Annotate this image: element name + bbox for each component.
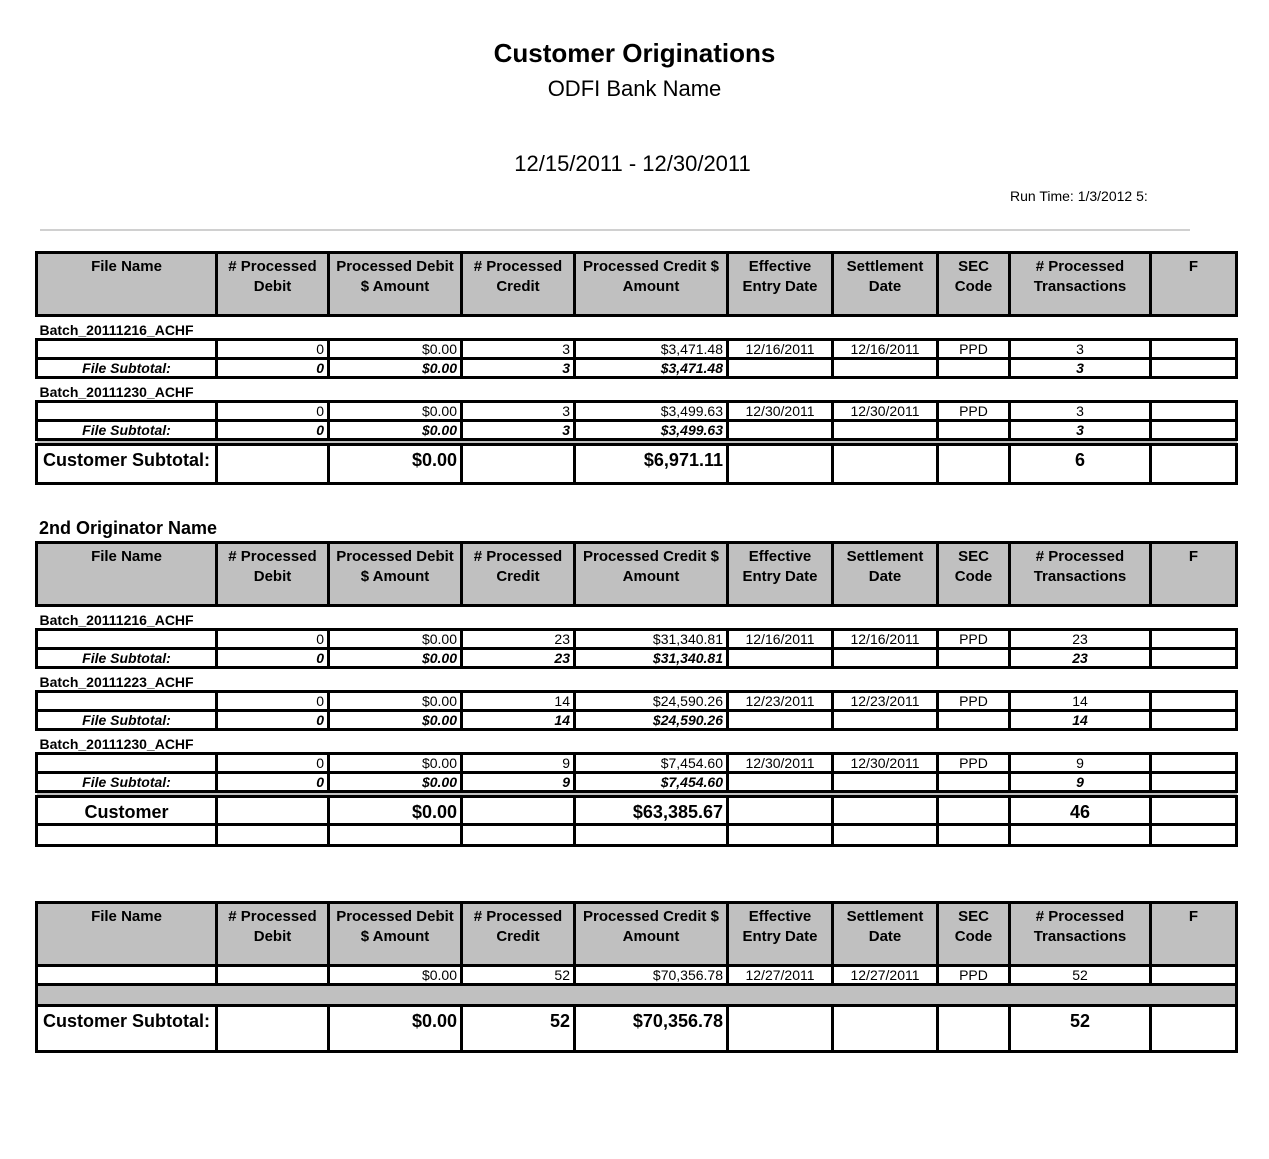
header-row (37, 253, 1237, 316)
cell (833, 359, 938, 378)
cell: 0 (217, 692, 329, 711)
cell: 0 (217, 340, 329, 359)
cell (938, 359, 1010, 378)
date-range: 12/15/2011 - 12/30/2011 (514, 151, 751, 176)
cell: 12/27/2011 (728, 966, 833, 985)
cell: 3 (1010, 340, 1151, 359)
col-header: File Name (37, 903, 217, 966)
cell: 52 (462, 1006, 575, 1052)
cell: 0 (217, 711, 329, 730)
cell: 14 (462, 692, 575, 711)
col-header: Processed Debit $ Amount (329, 903, 462, 966)
col-header: Processed Debit $ Amount (329, 253, 462, 316)
cell: 12/16/2011 (833, 340, 938, 359)
cell: 23 (462, 649, 575, 668)
cell: 52 (1010, 966, 1151, 985)
table-row (37, 340, 1237, 359)
cell (37, 754, 217, 773)
cell: 9 (1010, 773, 1151, 792)
col-header: # Processed Debit (217, 903, 329, 966)
cell: 9 (1010, 754, 1151, 773)
col-header: # Processed Credit (462, 903, 575, 966)
cell: $0.00 (329, 359, 462, 378)
header-divider (40, 229, 1190, 231)
cell: $70,356.78 (575, 1006, 728, 1052)
batch-name: Batch_20111216_ACHF (37, 606, 1237, 630)
section-1 (35, 251, 1235, 485)
col-header: Effective Entry Date (728, 543, 833, 606)
cell: File Subtotal: (37, 359, 217, 378)
cell (938, 1006, 1010, 1052)
col-header: # Processed Debit (217, 253, 329, 316)
cell (1151, 359, 1237, 378)
cell (833, 421, 938, 440)
cell: File Subtotal: (37, 421, 217, 440)
col-header: # Processed Credit (462, 253, 575, 316)
batch-name-row (37, 668, 1237, 692)
cell: $0.00 (329, 649, 462, 668)
cell (833, 797, 938, 825)
header-row (37, 543, 1237, 606)
cell (728, 421, 833, 440)
cell (1151, 711, 1237, 730)
cell: 12/30/2011 (833, 754, 938, 773)
cell: 0 (217, 359, 329, 378)
batch-name-row (37, 730, 1237, 754)
cell: 12/16/2011 (728, 340, 833, 359)
cell: 9 (462, 754, 575, 773)
cell: $31,340.81 (575, 630, 728, 649)
cell: 23 (462, 630, 575, 649)
cell: 52 (462, 966, 575, 985)
cell (217, 445, 329, 484)
batch-name: Batch_20111230_ACHF (37, 730, 1237, 754)
cell: $6,971.11 (575, 445, 728, 484)
cell (217, 797, 329, 825)
batch-name: Batch_20111223_ACHF (37, 668, 1237, 692)
cell: PPD (938, 966, 1010, 985)
file-subtotal-row (37, 359, 1237, 378)
table-row (37, 402, 1237, 421)
cell: $70,356.78 (575, 966, 728, 985)
cell: 3 (1010, 421, 1151, 440)
col-header: F (1151, 903, 1237, 966)
cell (1151, 966, 1237, 985)
cell: File Subtotal: (37, 711, 217, 730)
header-row (37, 903, 1237, 966)
cell: PPD (938, 402, 1010, 421)
cell: 12/30/2011 (833, 402, 938, 421)
cell: $0.00 (329, 421, 462, 440)
cell: File Subtotal: (37, 649, 217, 668)
cell: 0 (217, 630, 329, 649)
cell (938, 797, 1010, 825)
cell: $63,385.67 (575, 797, 728, 825)
cell: 12/30/2011 (728, 754, 833, 773)
cell (1151, 773, 1237, 792)
cell (833, 1006, 938, 1052)
cell: $3,471.48 (575, 340, 728, 359)
cell: PPD (938, 630, 1010, 649)
cell: 6 (1010, 445, 1151, 484)
cell (462, 445, 575, 484)
originations-table-3 (35, 901, 1238, 1053)
cell: 9 (462, 773, 575, 792)
cell: 12/27/2011 (833, 966, 938, 985)
customer-subtotal-row (37, 1006, 1237, 1052)
batch-name: Batch_20111216_ACHF (37, 316, 1237, 340)
section-2 (35, 541, 1235, 847)
cell: PPD (938, 340, 1010, 359)
cell (1151, 649, 1237, 668)
batch-name: Batch_20111230_ACHF (37, 378, 1237, 402)
col-header: F (1151, 543, 1237, 606)
section-3 (35, 901, 1235, 1053)
cell (1151, 340, 1237, 359)
customer-subtotal-row (37, 797, 1237, 825)
cell (728, 1006, 833, 1052)
cell (728, 773, 833, 792)
cell: $7,454.60 (575, 773, 728, 792)
cell: $24,590.26 (575, 692, 728, 711)
cell (1151, 630, 1237, 649)
col-header: File Name (37, 543, 217, 606)
cell: $0.00 (329, 340, 462, 359)
cell (938, 711, 1010, 730)
cell (37, 630, 217, 649)
cell (938, 445, 1010, 484)
col-header: Settlement Date (833, 903, 938, 966)
cell (1151, 402, 1237, 421)
col-header: Settlement Date (833, 543, 938, 606)
cell: $0.00 (329, 773, 462, 792)
cell (1151, 445, 1237, 484)
col-header: # Processed Transactions (1010, 903, 1151, 966)
cell: $7,454.60 (575, 754, 728, 773)
cell: 3 (1010, 359, 1151, 378)
col-header: SEC Code (938, 253, 1010, 316)
originator-name: 2nd Originator Name (39, 518, 218, 538)
cell: Customer Subtotal: (37, 445, 217, 484)
col-header: Processed Credit $ Amount (575, 253, 728, 316)
col-header: F (1151, 253, 1237, 316)
cell: File Subtotal: (37, 773, 217, 792)
cell (938, 649, 1010, 668)
customer-subtotal-row (37, 445, 1237, 484)
col-header: SEC Code (938, 903, 1010, 966)
table-row (37, 630, 1237, 649)
cell: $0.00 (329, 630, 462, 649)
table-row (37, 692, 1237, 711)
cell (462, 797, 575, 825)
table-row (37, 966, 1237, 985)
cell: 3 (462, 402, 575, 421)
originations-table-1 (35, 251, 1238, 485)
file-subtotal-row (37, 649, 1237, 668)
cell: $3,499.63 (575, 421, 728, 440)
cell: 14 (462, 711, 575, 730)
cell (37, 692, 217, 711)
cell (1151, 1006, 1237, 1052)
batch-name-row (37, 606, 1237, 630)
cell: 46 (1010, 797, 1151, 825)
cell (1151, 754, 1237, 773)
cell: 12/16/2011 (728, 630, 833, 649)
col-header: Processed Debit $ Amount (329, 543, 462, 606)
cell (728, 445, 833, 484)
originations-table-2 (35, 541, 1238, 847)
batch-name-row (37, 378, 1237, 402)
cell: $0.00 (329, 711, 462, 730)
cell: 0 (217, 402, 329, 421)
cell (1151, 692, 1237, 711)
col-header: Effective Entry Date (728, 253, 833, 316)
cell: $0.00 (329, 966, 462, 985)
cell (37, 340, 217, 359)
cell (728, 797, 833, 825)
cell (833, 649, 938, 668)
cell: $3,499.63 (575, 402, 728, 421)
cell: 14 (1010, 692, 1151, 711)
cell (1151, 421, 1237, 440)
cell: 14 (1010, 711, 1151, 730)
cell (833, 773, 938, 792)
cell: $0.00 (329, 445, 462, 484)
cell: 3 (1010, 402, 1151, 421)
cell (217, 1006, 329, 1052)
table-row (37, 754, 1237, 773)
col-header: File Name (37, 253, 217, 316)
report-subtitle: ODFI Bank Name (547, 76, 722, 101)
cell: $3,471.48 (575, 359, 728, 378)
cell: 52 (1010, 1006, 1151, 1052)
cell: 0 (217, 649, 329, 668)
cell: $24,590.26 (575, 711, 728, 730)
cell: 3 (462, 359, 575, 378)
cell: 3 (462, 421, 575, 440)
cell: Customer (37, 797, 217, 825)
cell: 12/23/2011 (728, 692, 833, 711)
cell (37, 966, 217, 985)
cell: 12/30/2011 (728, 402, 833, 421)
cell (1151, 797, 1237, 825)
cell: PPD (938, 754, 1010, 773)
spacer-row (37, 985, 1237, 1006)
cell: 0 (217, 773, 329, 792)
cell: 0 (217, 421, 329, 440)
cell (728, 711, 833, 730)
cell (728, 649, 833, 668)
col-header: Processed Credit $ Amount (575, 903, 728, 966)
cell (37, 402, 217, 421)
file-subtotal-row (37, 711, 1237, 730)
col-header: Processed Credit $ Amount (575, 543, 728, 606)
cell (728, 359, 833, 378)
cell: $0.00 (329, 402, 462, 421)
batch-name-row (37, 316, 1237, 340)
col-header: # Processed Debit (217, 543, 329, 606)
cell: $0.00 (329, 692, 462, 711)
cell (833, 711, 938, 730)
cell: 12/23/2011 (833, 692, 938, 711)
cell: 23 (1010, 630, 1151, 649)
cell: 23 (1010, 649, 1151, 668)
cell: 0 (217, 754, 329, 773)
cell: $31,340.81 (575, 649, 728, 668)
cell (938, 421, 1010, 440)
col-header: # Processed Credit (462, 543, 575, 606)
cell: $0.00 (329, 1006, 462, 1052)
cell: $0.00 (329, 754, 462, 773)
file-subtotal-row (37, 421, 1237, 440)
cell: PPD (938, 692, 1010, 711)
col-header: Effective Entry Date (728, 903, 833, 966)
cell: $0.00 (329, 797, 462, 825)
run-time: Run Time: 1/3/2012 5: (1010, 188, 1148, 204)
cell (938, 773, 1010, 792)
cell: 3 (462, 340, 575, 359)
cell: 12/16/2011 (833, 630, 938, 649)
empty-row (37, 825, 1237, 846)
report-title: Customer Originations (493, 38, 776, 68)
file-subtotal-row (37, 773, 1237, 792)
cell: Customer Subtotal: (37, 1006, 217, 1052)
col-header: SEC Code (938, 543, 1010, 606)
col-header: # Processed Transactions (1010, 253, 1151, 316)
col-header: Settlement Date (833, 253, 938, 316)
cell (217, 966, 329, 985)
cell (833, 445, 938, 484)
col-header: # Processed Transactions (1010, 543, 1151, 606)
